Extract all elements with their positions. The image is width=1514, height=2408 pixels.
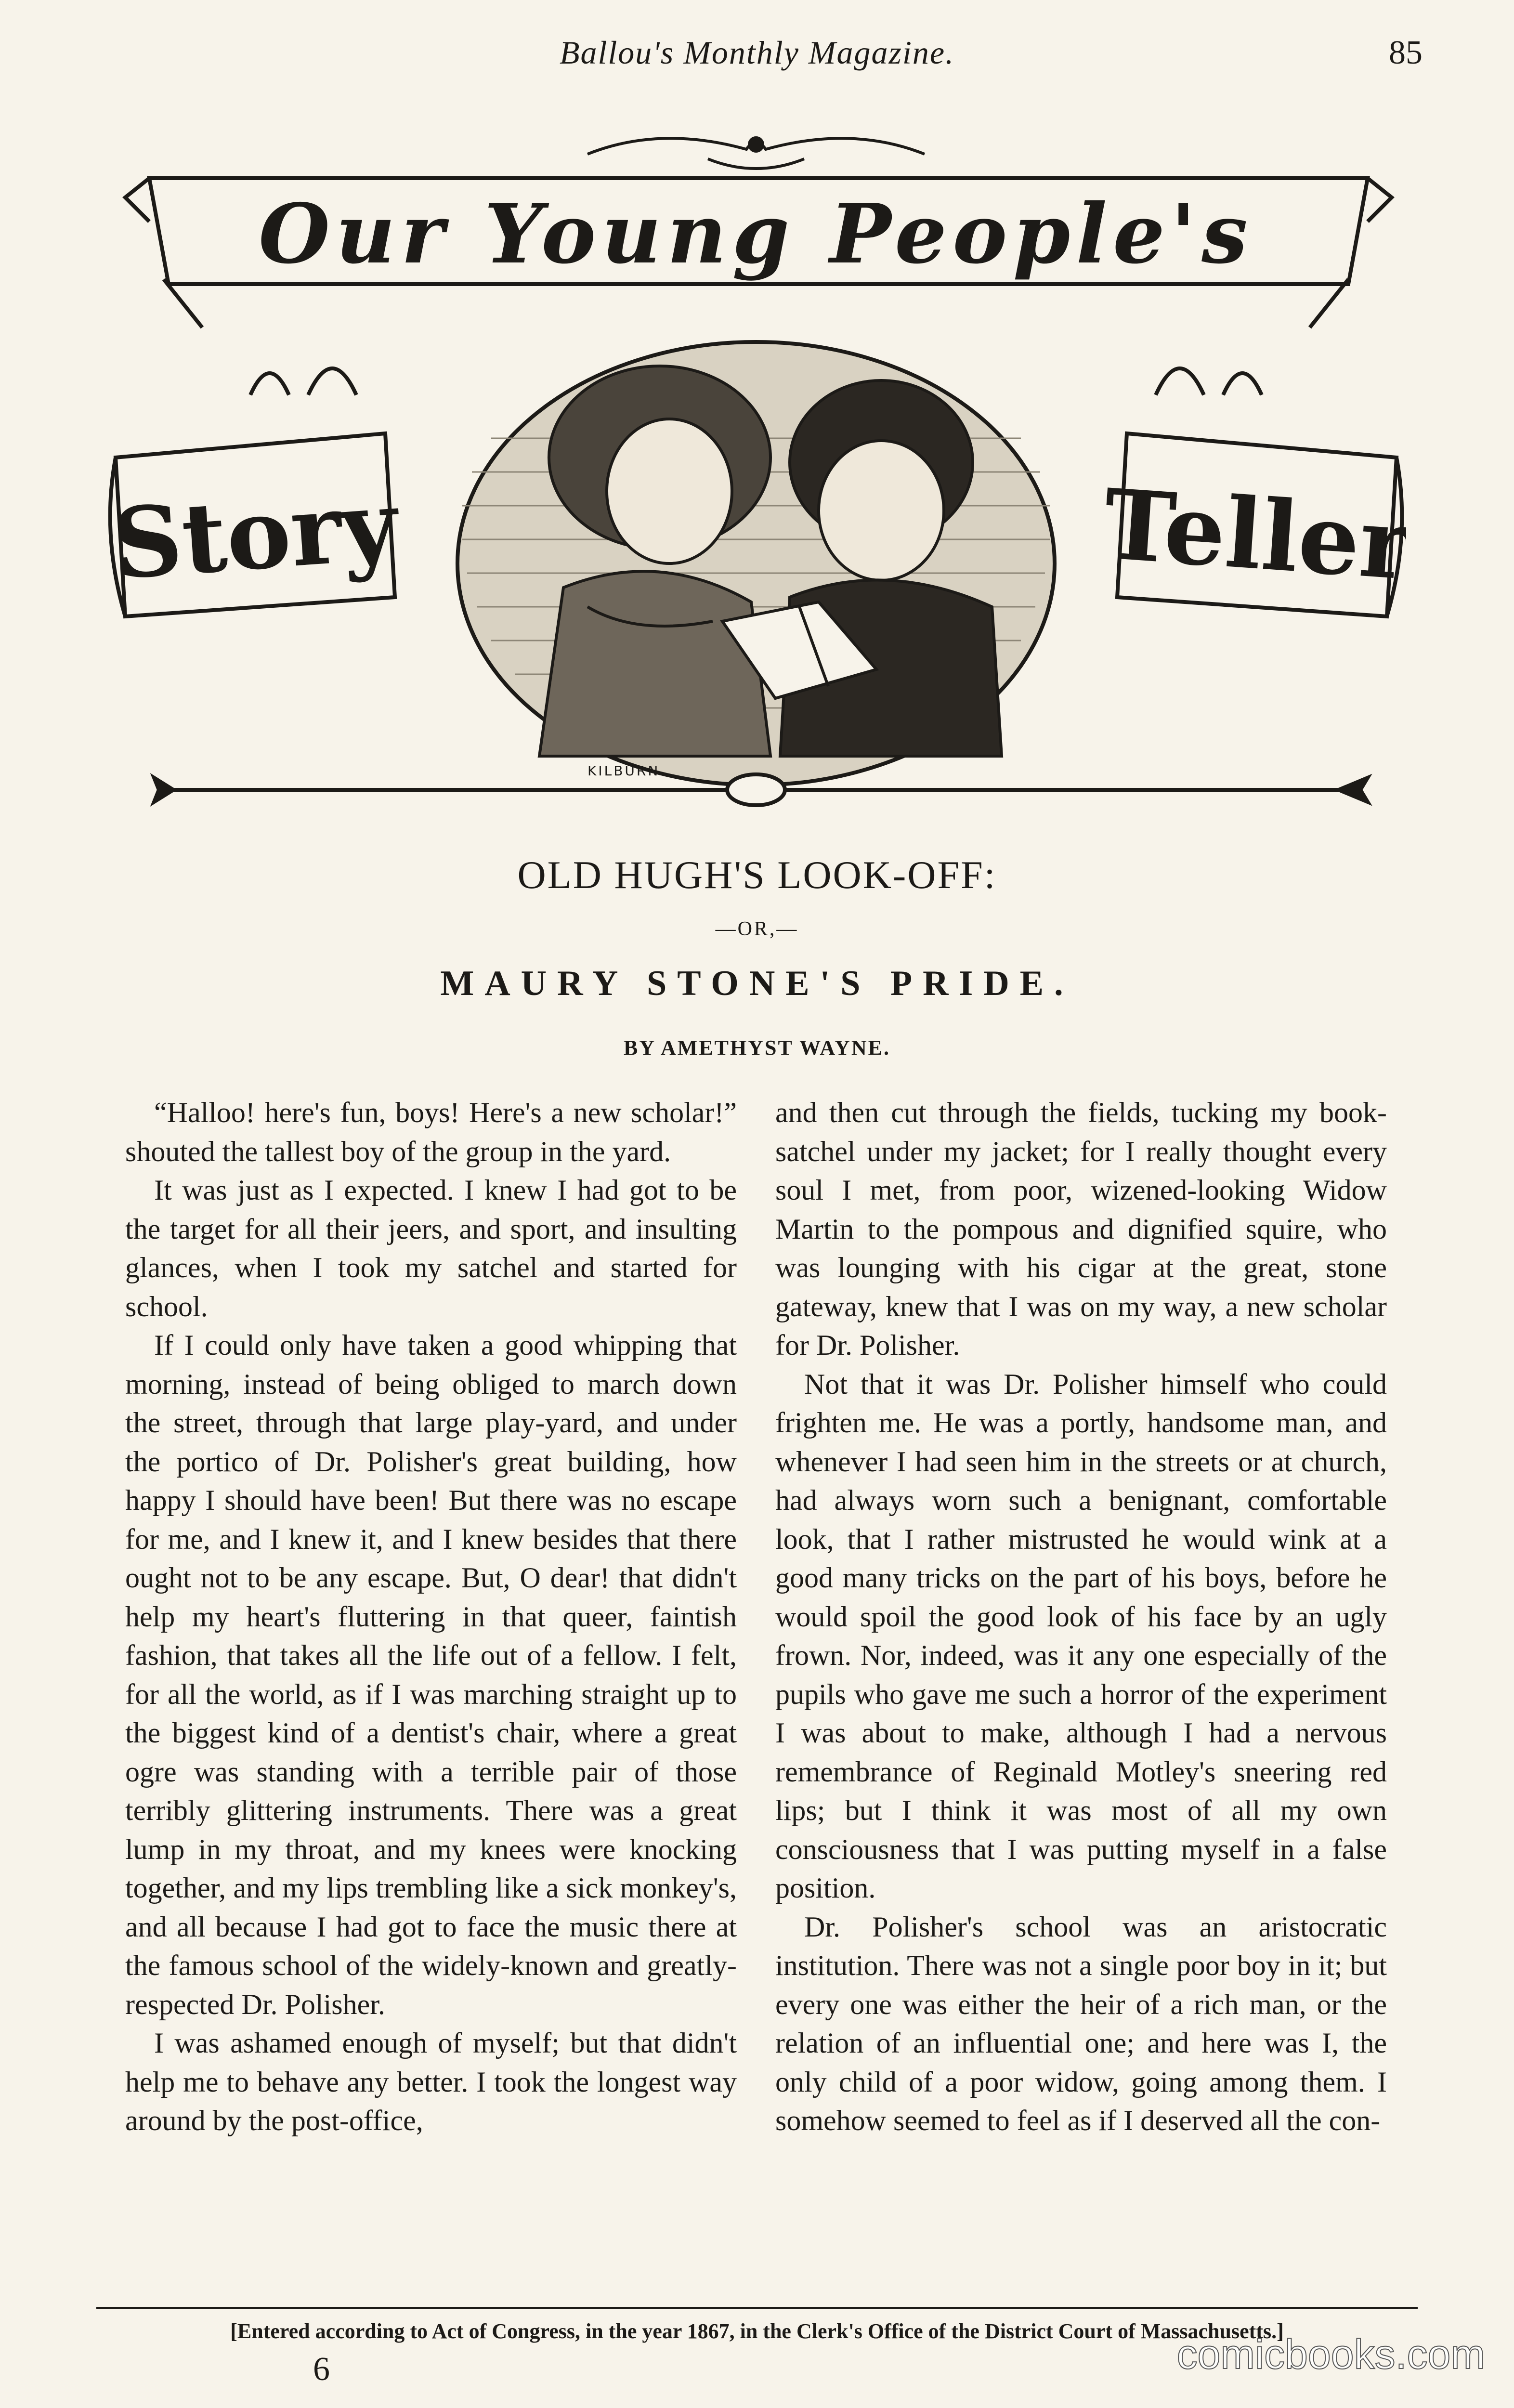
paragraph: If I could only have taken a good whipping that morning, instead of being obliged to march down the street, through that large play-yard, and under the portico of Dr. Polisher's great building, how happy I should have been! But there was no escape for me, and I knew it, and I knew besides that there ought not to be any escape. But, O dear! that didn't help my heart's fluttering in that queer, faintish fashion, that takes all the life out of a fellow. I felt, for all the world, as if I was marching straight up to the biggest kind of a dentist's chair, where a great ogre was standing with a terrible pair of those terribly glittering instruments. There was a great lump in my throat, and my knees were knocking together, and my lips trembling like a sick monkey's, and all because I had got to face the music there at the famous school of the widely-known and greatly-respected Dr. Polisher.	[125, 1329, 737, 2020]
paragraph: It was just as I expected. I knew I had got to be the target for all their jeers, and sport, and insulting glances, when I took my satchel and started for school.	[125, 1174, 737, 1322]
alternate-title-divider: —OR,—	[715, 918, 799, 940]
footer-rule	[96, 2307, 1418, 2309]
masthead-engraving	[106, 125, 1406, 828]
masthead-illustration	[106, 125, 1406, 828]
story-subtitle: MAURY STONE'S PRIDE.	[440, 964, 1074, 1003]
byline: BY AMETHYST WAYNE.	[623, 1036, 891, 1060]
bottom-bar-ornament	[154, 774, 1368, 805]
banner-text: Our Young People's	[259, 186, 1253, 282]
page-header	[0, 34, 1514, 96]
paragraph: Dr. Polisher's school was an aristocratic institution. There was not a single poor boy in it; but every one was either the heir of a rich man, or the relation of an influential one; and here was I, the only child of a poor widow, going among them. I somehow seemed to feel as if I deserved all the con-	[775, 1911, 1387, 2136]
signature-mark: 6	[313, 2351, 330, 2388]
top-flourish-ornament	[587, 138, 925, 169]
page-number: 85	[1389, 34, 1423, 71]
right-scroll-text: Teller	[1100, 468, 1406, 602]
left-scroll-text: Story	[108, 468, 401, 602]
watermark: comicbooks.com	[1176, 2331, 1485, 2378]
left-text-column	[125, 1093, 737, 2292]
paragraph: and then cut through the fields, tucking my book-satchel under my jacket; for I really thought every soul I met, from poor, wizened-looking Widow Martin to the pompous and dignified squire, who was lounging with his cigar at the great, stone gateway, knew that I was on my way, a new scholar for Dr. Polisher.	[775, 1097, 1387, 1361]
paragraph: “Halloo! here's fun, boys! Here's a new scholar!” shouted the tallest boy of the group in the yard.	[125, 1097, 737, 1167]
paragraph: Not that it was Dr. Polisher himself who could frighten me. He was a portly, handsome man, and whenever I had seen him in the streets or at church, had always worn such a benignant, comfortable look, that I rather mistrusted he would wink at a good many tricks on the part of his boys, before he would spoil the good look of his face by an ugly frown. Nor, indeed, was it any one especially of the pupils who gave me such a horror of the experiment I was about to make, although I had a nervous remembrance of Reginald Motley's sneering red lips; but I think it was most of all my own consciousness that I was putting myself in a false position.	[775, 1368, 1387, 1904]
engraver-signature: KILBURN	[587, 763, 660, 779]
running-title: Ballou's Monthly Magazine.	[559, 34, 955, 71]
right-text-column	[775, 1093, 1387, 2292]
copyright-note: [Entered according to Act of Congress, in the year 1867, in the Clerk's Office of the District Court of Massachusetts.]	[230, 2319, 1284, 2343]
paragraph: I was ashamed enough of myself; but that didn't help me to behave any better. I took the longest way around by the post-office,	[125, 2027, 737, 2136]
story-title: OLD HUGH'S LOOK-OFF:	[517, 853, 997, 897]
